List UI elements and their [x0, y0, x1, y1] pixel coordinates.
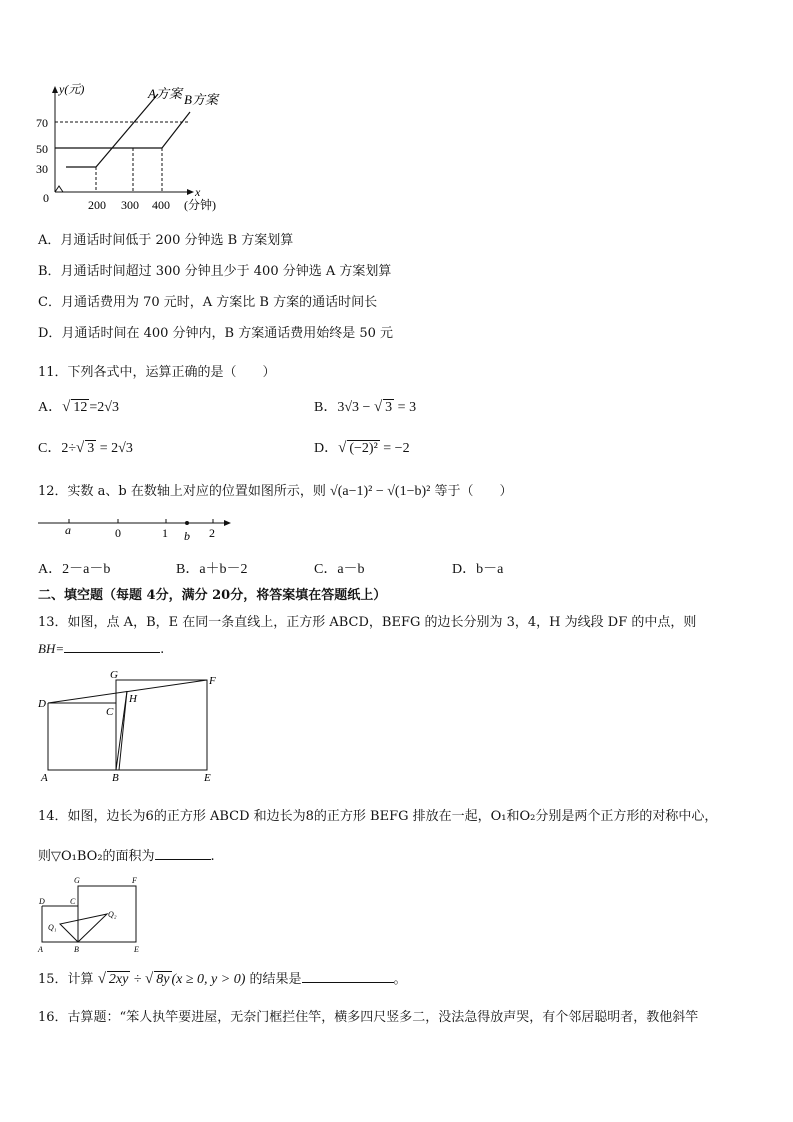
option-letter: B． — [176, 562, 200, 577]
q14-answer-line — [38, 845, 215, 864]
graph-x-arrow — [187, 189, 194, 195]
q13-stem: 13．如图，点 A，B，E 在同一条直线上，正方形 ABCD，BEFG 的边长分别为 3，4，H 为线段 DF 的中点，则 — [38, 615, 697, 630]
option-radicand: 3 — [385, 400, 393, 415]
sqrt-sign: √ — [76, 440, 85, 456]
graph-tick-400: 400 — [152, 198, 170, 212]
q15-prefix: 15．计算 — [38, 972, 94, 987]
option-letter: B． — [314, 400, 338, 415]
label-h: H — [129, 693, 137, 705]
section-heading: 二、填空题（每题 4分，满分 20分，将答案填在答题纸上） — [38, 588, 387, 603]
q12-option-d — [452, 558, 503, 578]
phone-plan-graph — [30, 78, 260, 218]
q13-answer-line — [38, 641, 164, 657]
sqrt-sign: √ — [145, 971, 154, 987]
option-post: = −2 — [379, 441, 410, 456]
q16-text: 16．古算题：“笨人执竿要进屋，无奈门框拦住竿，横多四尺竖多二，没法急得放声哭，有个邻居聪明者，教他斜竿 — [38, 1010, 699, 1025]
sqrt-sign: √ — [62, 399, 71, 415]
label-a: A — [41, 772, 48, 784]
q10-option-a — [38, 229, 293, 248]
q15-condition: (x ≥ 0, y > 0) — [171, 972, 246, 987]
sqrt-sign: √ — [338, 440, 347, 456]
q15-radicand-2: 8y — [156, 972, 170, 987]
q10-option-c — [38, 291, 377, 310]
q11-option-a — [38, 396, 119, 416]
graph-y-label: y(元) — [59, 82, 85, 96]
q13-figure — [30, 668, 230, 786]
label-d: D — [39, 897, 45, 906]
label-o2: Q₂ — [108, 910, 117, 919]
q12-option-a — [38, 558, 110, 578]
q12-option-c — [314, 558, 365, 578]
option-text: 月通话时间低于 200 分钟选 B 方案划算 — [60, 233, 294, 248]
label-d: D — [38, 698, 46, 710]
graph-tick-200: 200 — [88, 198, 106, 212]
label-f: F — [132, 876, 137, 885]
q10-option-b — [38, 260, 391, 279]
q15-answer-blank[interactable] — [302, 982, 394, 983]
option-text: 月通话费用为 70 元时，A 方案比 B 方案的通话时间长 — [60, 295, 378, 310]
label-e: E — [134, 945, 139, 954]
q12-expression: √(a−1)² − √(1−b)² — [330, 484, 431, 499]
sqrt-sign: √ — [373, 399, 383, 415]
sqrt-sign: √ — [97, 971, 106, 987]
option-letter: D． — [314, 441, 339, 456]
q13-answer-blank[interactable] — [64, 652, 160, 653]
plan-a-line — [66, 94, 158, 167]
q14-answer-blank[interactable] — [155, 859, 211, 860]
graph-tick-70: 70 — [36, 116, 48, 130]
graph-tick-300: 300 — [121, 198, 139, 212]
option-letter: B． — [38, 264, 61, 279]
option-radicand: 3 — [87, 441, 95, 456]
label-2: 2 — [209, 526, 215, 540]
option-text: a－b — [337, 562, 365, 577]
number-line — [36, 512, 236, 542]
label-0: 0 — [115, 526, 121, 540]
label-b: B — [74, 945, 79, 954]
graph-tick-30: 30 — [36, 162, 48, 176]
q15-radicand-1: 2xy — [108, 972, 129, 987]
option-letter: A． — [38, 233, 61, 248]
option-letter: D． — [38, 326, 62, 341]
option-letter: D． — [452, 562, 477, 577]
q13-answer-suffix: . — [160, 642, 165, 657]
label-e: E — [204, 772, 211, 784]
option-letter: A． — [38, 562, 63, 577]
q10-option-d — [38, 322, 393, 341]
label-c: C — [106, 706, 114, 718]
q13-answer-prefix: BH= — [38, 641, 65, 656]
q14-figure — [34, 872, 152, 954]
option-post: =2√3 — [89, 400, 119, 415]
q15-end: 。 — [393, 972, 407, 987]
option-text: b－a — [476, 562, 504, 577]
option-letter: C． — [38, 441, 62, 456]
q11-option-c — [38, 437, 133, 457]
option-letter: C． — [314, 562, 338, 577]
q11-option-d — [314, 437, 410, 457]
q14-stem: 14．如图，边长为6的正方形 ABCD 和边长为8的正方形 BEFG 排放在一起，O₁和O₂分别是两个正方形的对称中心， — [38, 809, 718, 824]
option-radicand: 12 — [73, 400, 88, 415]
option-radicand: (−2)² — [349, 441, 378, 456]
number-line-arrow — [224, 520, 231, 526]
label-o1: Q₁ — [48, 923, 57, 932]
label-a: A — [38, 945, 43, 954]
option-pre: 3√3 − — [337, 400, 374, 415]
q14-line2-prefix: 则▽O₁BO₂的面积为 — [38, 849, 155, 864]
option-letter: C． — [38, 295, 61, 310]
graph-line-a-label: A方案 — [148, 86, 182, 101]
segment-bh2 — [119, 691, 127, 770]
label-c: C — [70, 897, 76, 906]
triangle-o1-b-o2 — [60, 914, 107, 942]
label-b: B — [112, 772, 119, 784]
graph-x-label: x — [195, 185, 201, 199]
label-f: F — [209, 675, 216, 687]
label-g: G — [74, 876, 80, 885]
q15-line — [38, 968, 407, 988]
segment-df — [48, 680, 207, 703]
option-text: 2－a－b — [62, 562, 111, 577]
label-1: 1 — [162, 526, 168, 540]
graph-tick-50: 50 — [36, 142, 48, 156]
q12-stem-pre: 12．实数 a、b 在数轴上对应的位置如图所示，则 — [38, 484, 326, 499]
label-a: a — [65, 523, 71, 537]
option-letter: A． — [38, 400, 63, 415]
option-pre: 2÷ — [61, 441, 77, 456]
q15-divide: ÷ — [130, 972, 146, 987]
q12-stem-post: 等于（ ） — [434, 484, 513, 499]
graph-x-unit: (分钟) — [184, 198, 216, 212]
option-text: a＋b－2 — [199, 562, 248, 577]
q11-stem: 11．下列各式中，运算正确的是（ ） — [38, 365, 276, 380]
point-b — [185, 521, 189, 525]
option-text: 月通话时间超过 300 分钟且少于 400 分钟选 A 方案划算 — [60, 264, 392, 279]
q14-line2-suffix: . — [210, 849, 215, 864]
plan-b-line — [55, 112, 190, 148]
q12-stem — [38, 480, 513, 500]
option-post: = 3 — [394, 400, 417, 415]
q11-option-b — [314, 396, 416, 416]
graph-y-arrow — [52, 86, 58, 93]
option-text: 月通话时间在 400 分钟内，B 方案通话费用始终是 50 元 — [61, 326, 394, 341]
label-b: b — [184, 529, 190, 542]
option-post: = 2√3 — [96, 441, 133, 456]
graph-line-b-label: B方案 — [184, 92, 218, 107]
q15-suffix: 的结果是 — [249, 972, 302, 987]
q12-option-b — [176, 558, 248, 578]
graph-axis-break — [55, 186, 63, 192]
label-g: G — [110, 669, 118, 681]
q15-expression — [98, 972, 246, 987]
graph-origin: 0 — [43, 191, 49, 205]
